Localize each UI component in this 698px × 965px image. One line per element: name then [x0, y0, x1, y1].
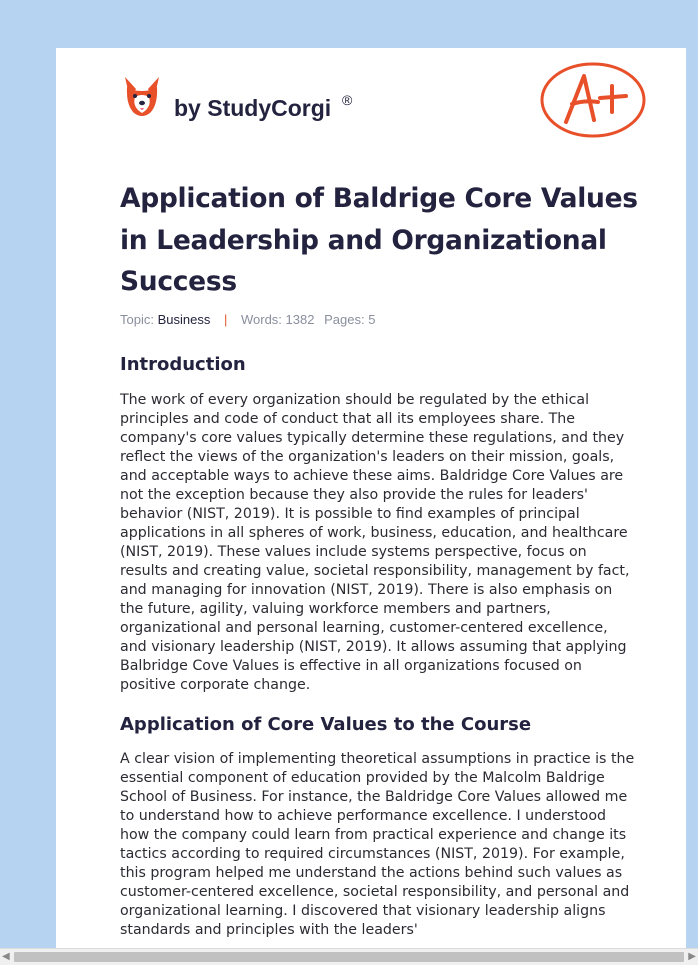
- meta-separator: |: [223, 312, 228, 327]
- words-value: 1382: [285, 312, 315, 327]
- registered-mark: ®: [342, 92, 353, 108]
- section-body-application: A clear vision of implementing theoretical assumptions in practice is the essential component of education provided by the Malcolm Baldrige School of Business. For instance, the Baldridge Core Values allowed me to understand how to achieve performance excellence. I understood how the company could learn from practical experience and change its tactics according to required circumstances (NIST, 2019). For example, this program helped me understand the actions behind such values as customer-centered excellence, societal responsibility, and personal and organizational learning. I discovered that visionary leadership aligns standards and principles with the leaders': [120, 751, 635, 938]
- section-body-introduction: The work of every organization should be regulated by the ethical principles and code of conduct that all its employees share. The company's core values typically determine these regulations, and they reflect the views of the organization's leaders on their mission, goals, and acceptable ways to achieve these aims. Baldridge Core Values are not the exception because they also provide the rules for leaders' behavior (NIST, 2019). It is possible to find examples of principal applications in all spheres of work, business, education, and healthcare (NIST, 2019). These values include systems perspective, focus on results and creating value, societal responsibility, management by fact, and managing for innovation (NIST, 2019). There is also emphasis on the future, agility, valuing workforce members and partners, organizational and personal learning, customer-centered excellence, and visionary leadership (NIST, 2019). It allows assuming that applying Balbridge Cove Values is effective in all organizations focused on positive corporate change.: [120, 392, 630, 693]
- document-page: [56, 48, 686, 948]
- a-plus-icon: [538, 60, 648, 140]
- article-meta: [120, 312, 375, 327]
- grade-badge: [538, 60, 648, 140]
- pages-value: 5: [368, 312, 376, 327]
- topic-value[interactable]: Business: [157, 312, 211, 327]
- topic-label: Topic:: [120, 312, 154, 327]
- section-heading-introduction: Introduction: [120, 354, 246, 375]
- scroll-left-icon[interactable]: ◀: [2, 951, 10, 962]
- page-title: Application of Baldrige Core Values in Leadership and Organizational Success: [120, 183, 638, 297]
- horizontal-scrollbar[interactable]: [0, 948, 698, 965]
- pages-label: Pages:: [324, 312, 365, 327]
- brand-name[interactable]: by StudyCorgi: [174, 95, 332, 121]
- scroll-right-icon[interactable]: ▶: [688, 951, 696, 962]
- words-label: Words:: [240, 312, 282, 327]
- section-heading-application: Application of Core Values to the Course: [120, 714, 532, 735]
- scrollbar-thumb[interactable]: [14, 952, 684, 962]
- corgi-icon: [122, 75, 162, 123]
- brand-logo[interactable]: [122, 76, 162, 122]
